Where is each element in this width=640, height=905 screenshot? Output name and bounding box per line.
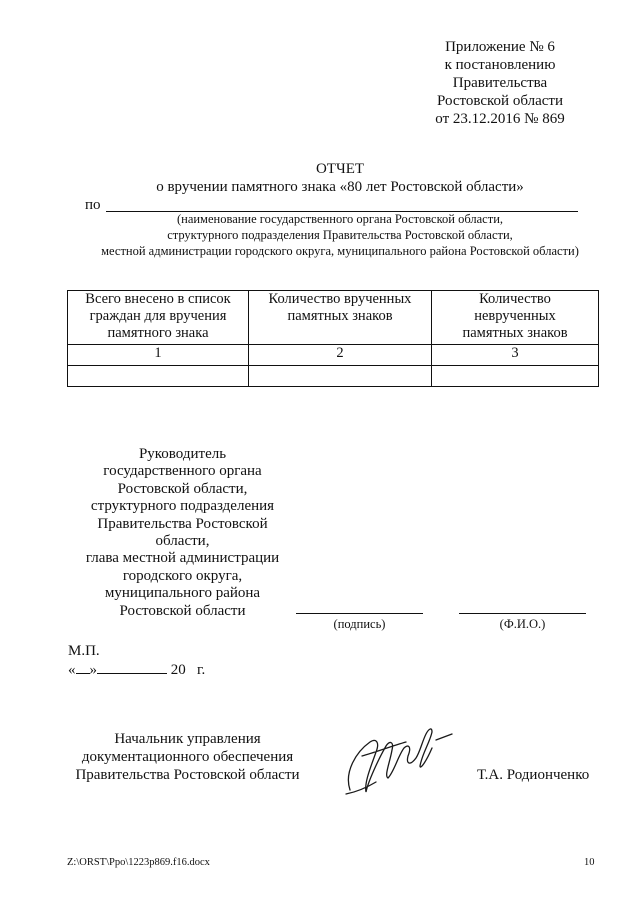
stamp-place: М.П. <box>68 643 100 659</box>
head-position-line: Руководитель <box>138 446 227 462</box>
caption-line: структурного подразделения Правительства Ростовской области, <box>167 228 513 242</box>
appendix-line: от 23.12.2016 № 869 <box>435 111 565 127</box>
signature-line[interactable] <box>296 613 423 614</box>
report-table <box>67 290 599 387</box>
report-title: ОТЧЕТ <box>315 161 365 177</box>
date-suffix: г. <box>197 662 206 678</box>
full-name-label: (Ф.И.О.) <box>499 617 546 631</box>
table-cell: 2 <box>249 345 432 366</box>
table-header-row <box>68 291 599 345</box>
organization-caption <box>60 211 620 259</box>
date-quote-open: « <box>68 662 76 678</box>
appendix-line: Правительства <box>452 75 548 91</box>
full-name-line[interactable] <box>459 613 586 614</box>
head-position-line: государственного органа <box>103 463 262 480</box>
head-position-line: городского округа, <box>122 567 243 584</box>
po-label: по <box>85 197 101 213</box>
head-position-line: Правительства Ростовской <box>97 515 268 532</box>
signature-stroke <box>346 729 452 794</box>
page-number: 10 <box>584 857 595 868</box>
day-blank[interactable] <box>76 660 90 674</box>
signature-label: (подпись) <box>333 617 386 631</box>
table-cell: 1 <box>68 345 249 366</box>
head-position-line: муниципального района <box>104 585 261 602</box>
chief-position-line: Начальник управления <box>114 731 261 747</box>
handwritten-signature <box>336 712 456 802</box>
head-position-line: Ростовской области <box>119 602 246 619</box>
chief-position-line: Правительства Ростовской области <box>75 767 300 783</box>
table-header-cell: Всего внесено в список граждан для вручения памятного знака <box>68 291 249 345</box>
date-row <box>68 660 205 679</box>
table-cell[interactable] <box>249 366 432 387</box>
file-path: Z:\ORST\Ppo\1223p869.f16.docx <box>67 857 210 868</box>
head-position-line: области, <box>155 533 210 550</box>
table-row <box>68 366 599 387</box>
month-blank[interactable] <box>97 660 167 674</box>
chief-position-line: документационного обеспечения <box>81 749 294 765</box>
report-title-block <box>60 160 620 196</box>
appendix-line: к постановлению <box>444 57 556 73</box>
table-cell[interactable] <box>432 366 599 387</box>
date-year: 20 <box>170 662 186 678</box>
head-position-line: глава местной администрации <box>85 550 280 567</box>
report-subtitle: о вручении памятного знака «80 лет Ростовской области» <box>156 179 524 195</box>
chief-name: Т.А. Родионченко <box>477 767 590 783</box>
caption-line: (наименование государственного органа Ростовской области, <box>176 212 504 226</box>
head-position <box>70 446 295 620</box>
table-row <box>68 345 599 366</box>
chief-position <box>70 730 305 784</box>
appendix-line: Ростовской области <box>437 93 563 109</box>
table-cell[interactable] <box>68 366 249 387</box>
caption-line: местной администрации городского округа, муниципального района Ростовской области) <box>101 244 579 258</box>
table-cell: 3 <box>432 345 599 366</box>
appendix-header <box>400 38 600 128</box>
appendix-line: Приложение № 6 <box>445 39 555 55</box>
table-header-cell: Количество неврученных памятных знаков <box>432 291 599 345</box>
date-quote-close: » <box>89 662 97 678</box>
table-header-cell: Количество врученных памятных знаков <box>249 291 432 345</box>
head-position-line: Ростовской области, <box>117 480 248 497</box>
head-position-line: структурного подразделения <box>90 498 275 515</box>
